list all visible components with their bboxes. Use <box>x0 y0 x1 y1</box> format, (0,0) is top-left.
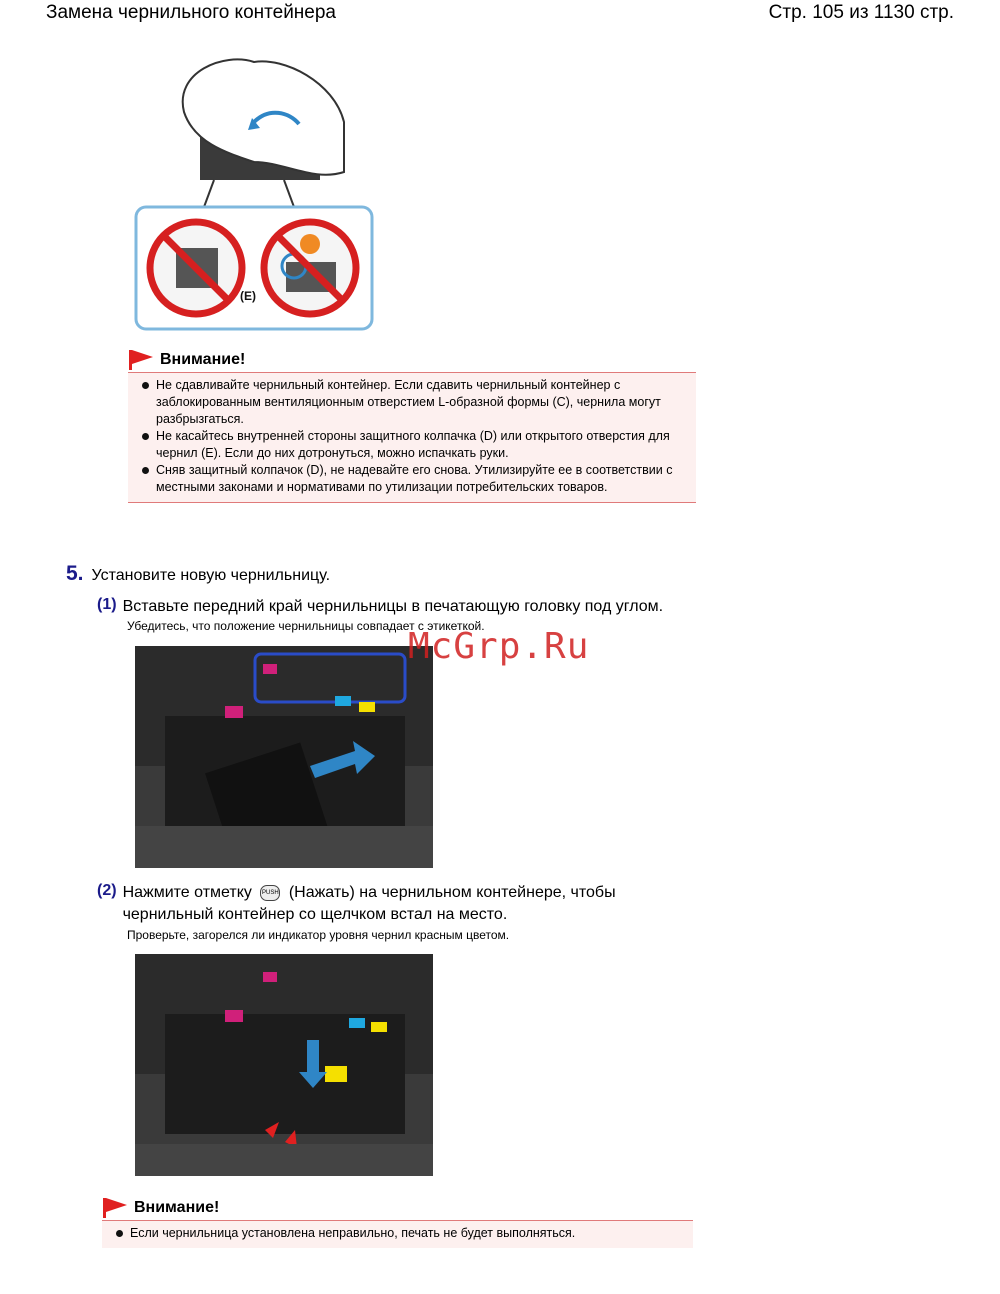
page-counter: Стр. 105 из 1130 стр. <box>768 2 954 23</box>
caution-item: Не сдавливайте чернильный контейнер. Если сдавить чернильный контейнер с заблокированным вентиляционным отверстием L-образной формы (C), чернила могут разбрызгаться. <box>142 377 688 428</box>
caution-title: Внимание! <box>134 1199 220 1216</box>
substep-number: (1) <box>97 596 117 613</box>
caution-item: Если чернильница установлена неправильно, печать не будет выполняться. <box>116 1225 685 1242</box>
warning-flag-icon <box>102 1197 128 1219</box>
substep-text-line2: чернильный контейнер со щелчком встал на место. <box>122 906 508 923</box>
callout-e-label: (E) <box>240 289 256 303</box>
substep-text: Вставьте передний край чернильницы в печатающую головку под углом. <box>122 598 664 615</box>
substep-text <box>123 882 616 926</box>
substep-2 <box>97 882 616 926</box>
push-mark-icon: PUSH <box>260 885 280 901</box>
step-5 <box>66 562 330 586</box>
substep-number: (2) <box>97 882 117 899</box>
watermark: McGrp.Ru <box>408 626 590 667</box>
substep-note: Проверьте, загорелся ли индикатор уровня чернил красным цветом. <box>127 928 510 942</box>
caution-item: Сняв защитный колпачок (D), не надевайте его снова. Утилизируйте ее в соответствии с местными законами и нормативами по утилизации потребительских товаров. <box>142 462 688 496</box>
substep-note: Убедитесь, что положение чернильницы совпадает с этикеткой. <box>127 619 485 633</box>
warning-flag-icon <box>128 349 154 371</box>
substep-text-before: Нажмите отметку <box>122 884 252 901</box>
caution-block-1 <box>128 348 696 503</box>
cartridge-insert-photo <box>135 646 433 868</box>
cartridge-push-photo <box>135 954 433 1176</box>
page-title: Замена чернильного контейнера <box>46 2 337 23</box>
substep-text-after: (Нажать) на чернильном контейнере, чтобы <box>288 884 616 901</box>
caution-title: Внимание! <box>160 351 246 368</box>
cap-removal-illustration <box>134 52 376 332</box>
caution-block-2 <box>102 1196 693 1248</box>
substep-1 <box>97 596 663 618</box>
caution-item: Не касайтесь внутренней стороны защитного колпачка (D) или открытого отверстия для чернил (E). Если до них дотронуться, можно испачкать руки. <box>142 428 688 462</box>
step-text: Установите новую чернильницу. <box>91 567 331 584</box>
step-number: 5. <box>66 562 84 585</box>
